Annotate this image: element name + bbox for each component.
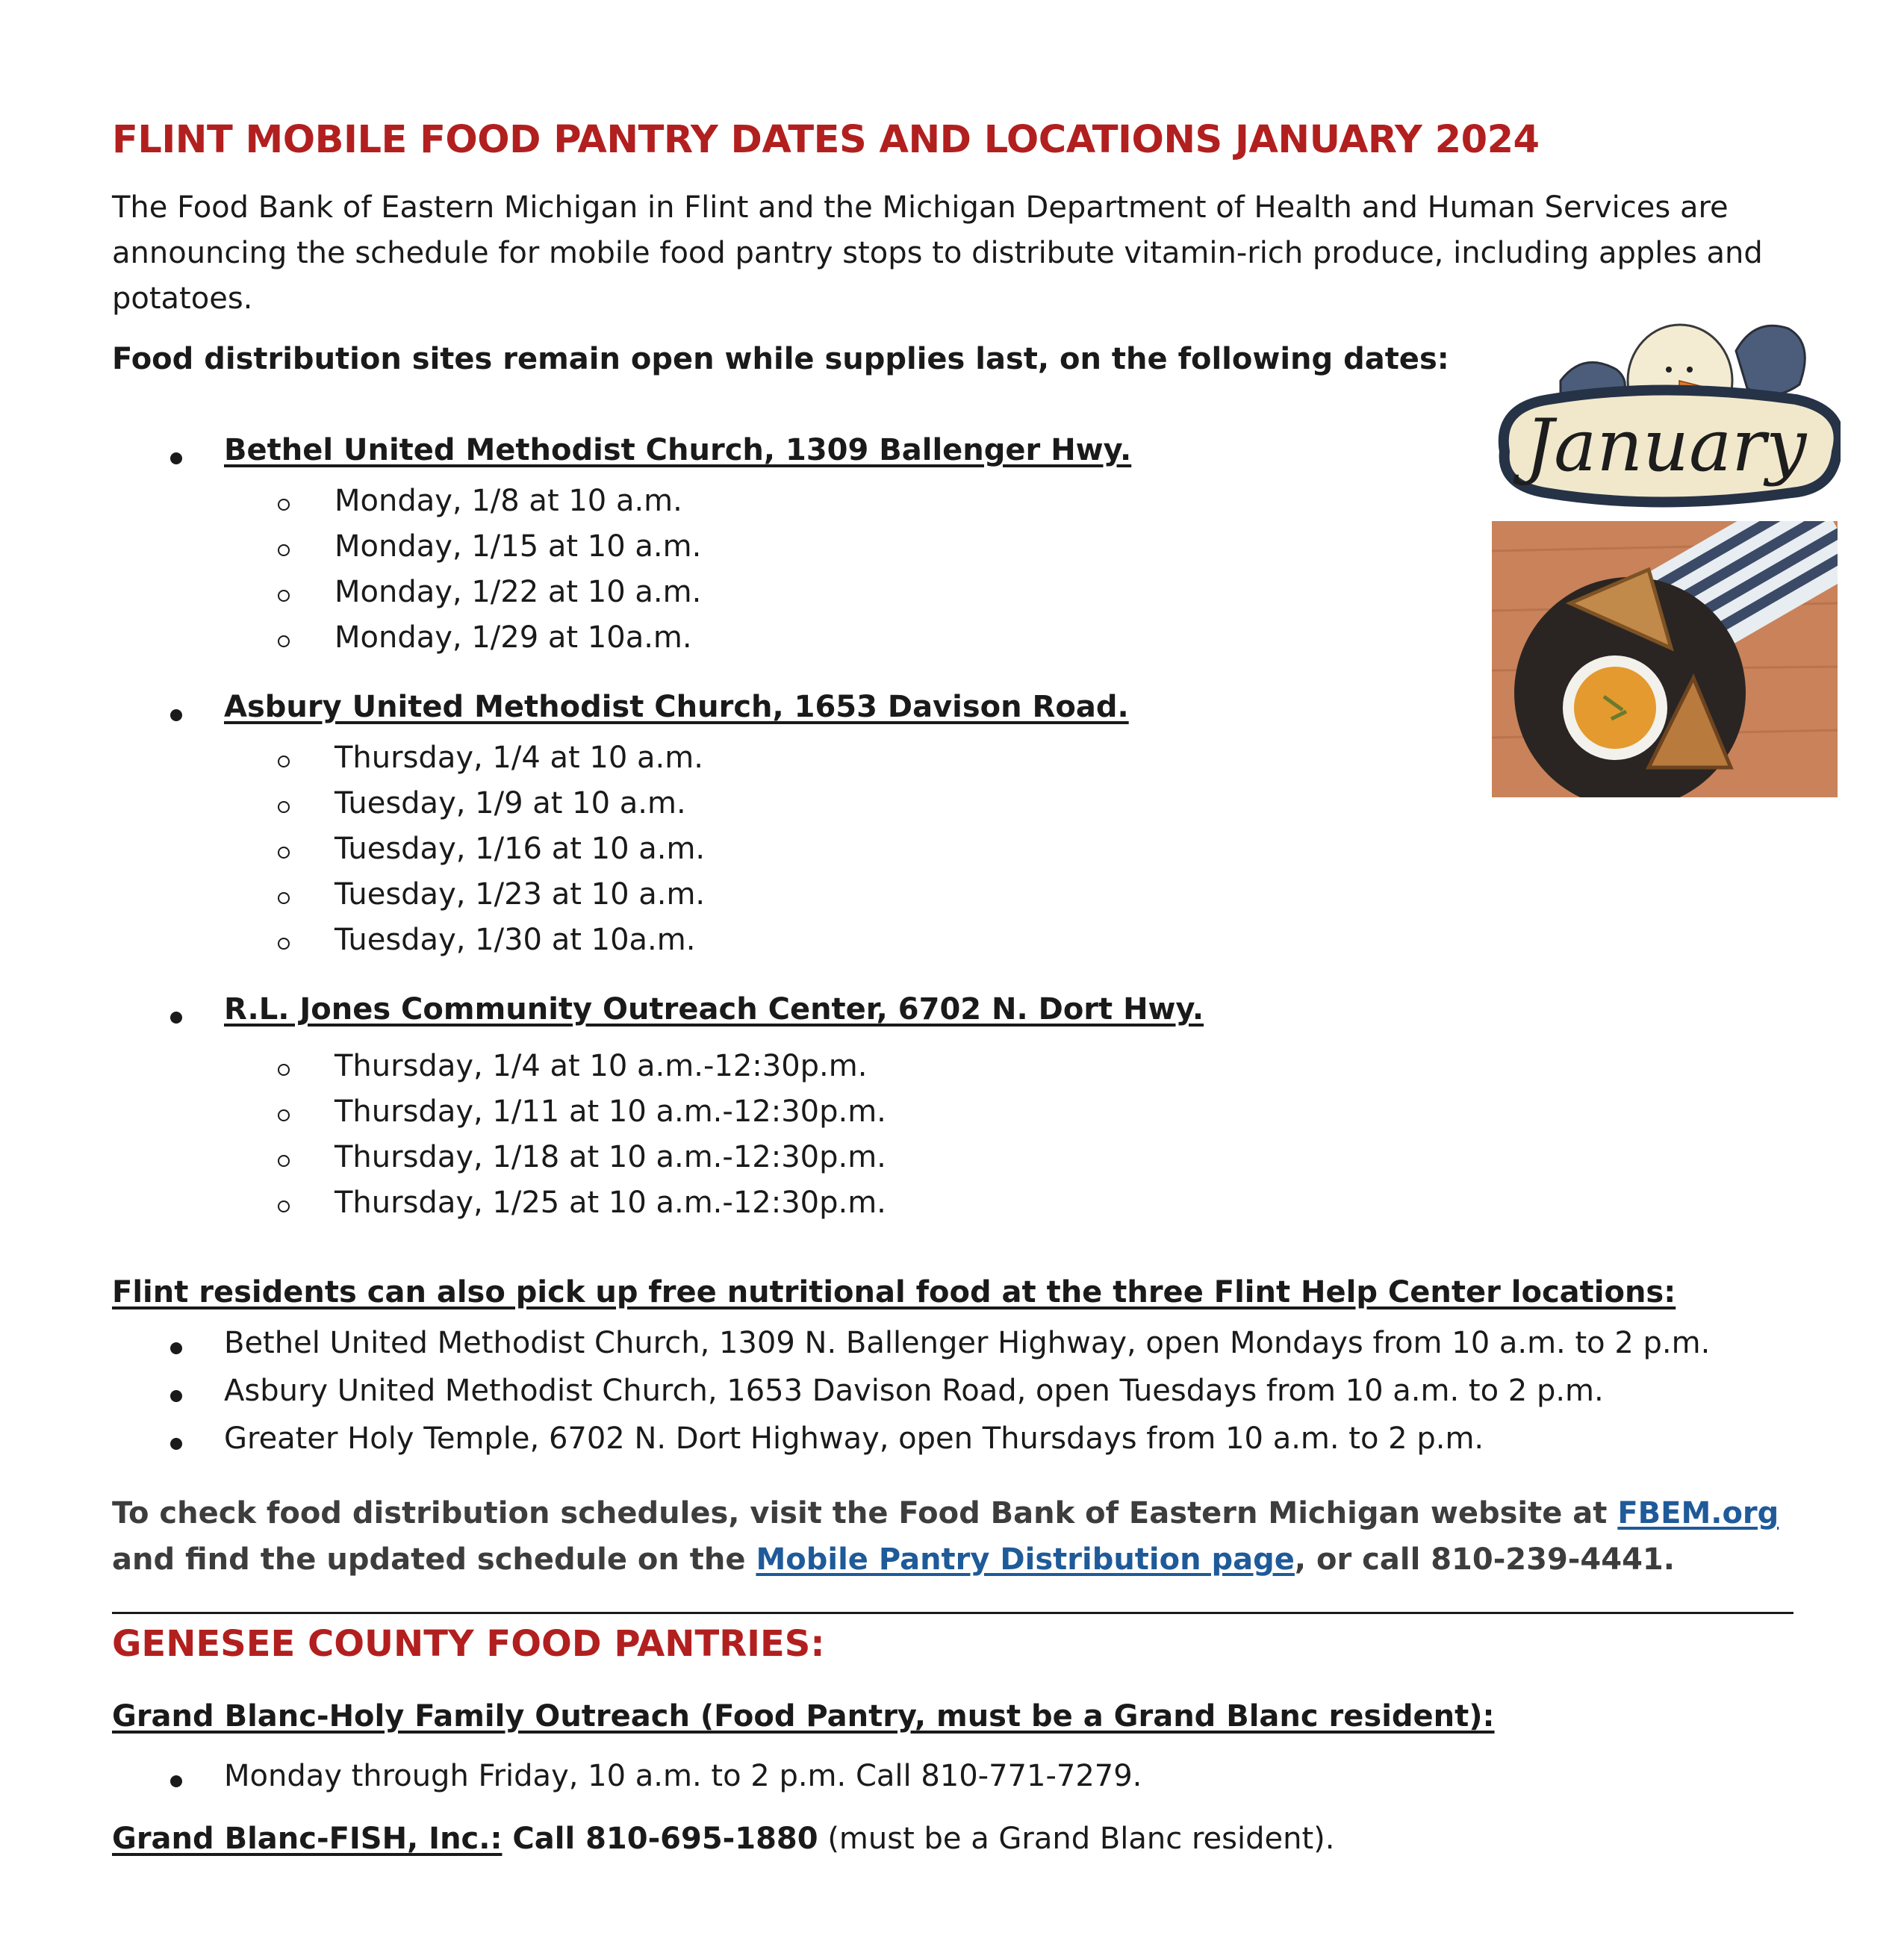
circle-bullet-icon (278, 1064, 290, 1076)
circle-bullet-icon (278, 847, 290, 859)
help-center-location: Asbury United Methodist Church, 1653 Davison Road, open Tuesdays from 10 a.m. to 2 p.m. (224, 1374, 1604, 1408)
intro-line: The Food Bank of Eastern Michigan in Flint and the Michigan Department of Health and Human Services are (112, 190, 1729, 225)
section-divider (112, 1612, 1793, 1614)
circle-bullet-icon (278, 1155, 290, 1167)
january-sign-text: January (1525, 404, 1807, 488)
intro-line: potatoes. (112, 281, 253, 316)
circle-bullet-icon (278, 544, 290, 556)
site-name-rl-jones: R.L. Jones Community Outreach Center, 6702 N. Dort Hwy. (224, 992, 1204, 1027)
circle-bullet-icon (278, 499, 290, 511)
intro-paragraph (112, 185, 1799, 322)
bullet-icon (170, 452, 182, 464)
mobile-pantry-distribution-link[interactable]: Mobile Pantry Distribution page (756, 1542, 1295, 1577)
january-sign-artwork (1490, 310, 1841, 523)
outreach-hours: Monday through Friday, 10 a.m. to 2 p.m. Call 810-771-7279. (224, 1759, 1142, 1793)
circle-bullet-icon (278, 590, 290, 602)
site-name-asbury: Asbury United Methodist Church, 1653 Davison Road. (224, 690, 1129, 724)
circle-bullet-icon (278, 892, 290, 904)
bullet-icon (170, 1390, 182, 1402)
site-name-bethel: Bethel United Methodist Church, 1309 Ballenger Hwy. (224, 433, 1132, 467)
circle-bullet-icon (278, 1200, 290, 1212)
circle-bullet-icon (278, 756, 290, 767)
bullet-icon (170, 1012, 182, 1024)
bullet-icon (170, 1438, 182, 1450)
bullet-icon (170, 1342, 182, 1354)
fish-line: Grand Blanc-FISH, Inc.: Call 810-695-1880 (must be a Grand Blanc resident). (112, 1822, 1335, 1856)
document-page: FLINT MOBILE FOOD PANTRY DATES AND LOCATIONS JANUARY 2024 The Food Bank of Eastern Michigan in Flint and the Michigan Department of Health and Human Services are announcing the schedule for mobile food pantry stops to distribute vitamin-rich produce, including apples and potatoes. Food distribution sites remain open while supplies last, on the following dates: Bethel United Methodist Church, 1309 Ballenger Hwy. Monday, 1/8 at 10 a.m. Monday, 1/15 at 10 a.m. Monday, 1/22 at 10 a.m. Monday, 1/29 at 10a.m. Asbury United Methodist Church, 1653 Davison Road. Thursday, 1/4 at 10 a.m. Tuesday, 1/9 at 10 a.m. Tuesday, 1/16 at 10 a.m. Tuesday, 1/23 at 10 a.m. Tuesday, 1/30 at 10a.m. R.L. Jones Community Outreach Center, 6702 N. Dort Hwy. Thursday, 1/4 at 10 a.m.-12:30p.m. Thursday, 1/11 at 10 a.m.-12:30p.m. Thursday, 1/18 at 10 a.m.-12:30p.m. Thursday, 1/25 at 10 a.m.-12:30p.m. Flint residents can also pick up free nutritional food at the three Flint Help Center locations: Bethel United Methodist Church, 1309 N. Ballenger Highway, open Mondays from 10 a.m. to 2 p.m. Asbury United Methodist Church, 1653 Davison Road, open Tuesdays from 10 a.m. to 2 p.m. Greater Holy Temple, 6702 N. Dort Highway, open Thursdays from 10 a.m. to 2 p.m. To check food distribution schedules, visit the Food Bank of Eastern Michigan website at FBEM.org and find the updated schedule on the Mobile Pantry Distribution page, or call 810-239-4441. GENESEE COUNTY FOOD PANTRIES: Grand Blanc-Holy Family Outreach (Food Pantry, must be a Grand Blanc resident): Monday through Friday, 10 a.m. to 2 p.m. Call 810-771-7279. Grand Blanc-FISH, Inc.: Call 810-695-1880 (must be a Grand Blanc resident). January (0, 0, 1904, 1956)
genesee-heading: GENESEE COUNTY FOOD PANTRIES: (112, 1623, 825, 1665)
circle-bullet-icon (278, 938, 290, 950)
bullet-icon (170, 709, 182, 721)
help-center-location: Greater Holy Temple, 6702 N. Dort Highway, open Thursdays from 10 a.m. to 2 p.m. (224, 1421, 1484, 1456)
check-schedules-paragraph: To check food distribution schedules, visit the Food Bank of Eastern Michigan website at FBEM.org and find the updated schedule on the Mobile Pantry Distribution page, or call 810-239-4441. (112, 1496, 1779, 1577)
fbem-link[interactable]: FBEM.org (1617, 1496, 1779, 1530)
fish-name: Grand Blanc-FISH, Inc.: (112, 1822, 503, 1856)
help-center-location: Bethel United Methodist Church, 1309 N. Ballenger Highway, open Mondays from 10 a.m. to 2 p.m. (224, 1326, 1711, 1360)
outreach-heading: Grand Blanc-Holy Family Outreach (Food Pantry, must be a Grand Blanc resident): (112, 1699, 1495, 1734)
lead-statement: Food distribution sites remain open while supplies last, on the following dates: (112, 342, 1449, 376)
circle-bullet-icon (278, 635, 290, 647)
help-center-heading: Flint residents can also pick up free nutritional food at the three Flint Help Center locations: (112, 1275, 1676, 1309)
circle-bullet-icon (278, 801, 290, 813)
intro-line: announcing the schedule for mobile food pantry stops to distribute vitamin-rich produce, including apples and (112, 236, 1763, 270)
page-title: FLINT MOBILE FOOD PANTRY DATES AND LOCATIONS JANUARY 2024 (112, 118, 1540, 162)
bullet-icon (170, 1775, 182, 1787)
circle-bullet-icon (278, 1109, 290, 1121)
soup-and-sandwich-photo (1492, 521, 1838, 797)
